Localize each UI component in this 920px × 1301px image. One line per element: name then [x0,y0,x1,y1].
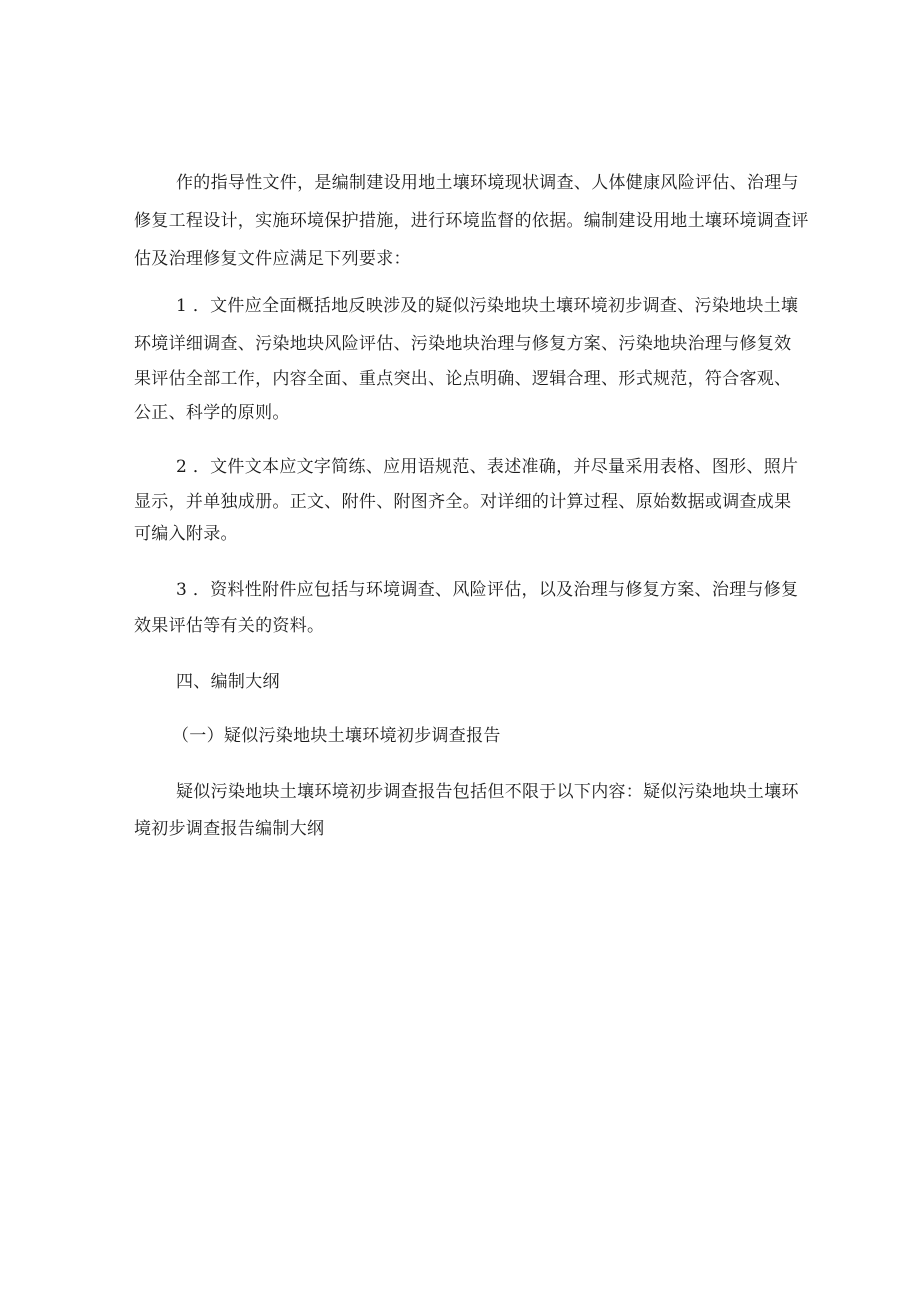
paragraph-3-line-2: 显示，并单独成册。正文、附件、附图齐全。对详细的计算过程、原始数据或调查成果 [134,492,792,512]
closing-paragraph-line-2: 境初步调查报告编制大纲 [134,819,325,839]
paragraph-2-line-1: 1 ．文件应全面概括地反映涉及的疑似污染地块土壤环境初步调查、污染地块土壤 [176,296,799,316]
paragraph-1-line-1: 作的指导性文件，是编制建设用地土壤环境现状调查、人体健康风险评估、治理与 [176,173,799,193]
paragraph-4-line-2: 效果评估等有关的资料。 [134,616,325,636]
section-heading: 四、编制大纲 [176,672,280,692]
paragraph-2-line-4: 公正、科学的原则。 [134,403,290,423]
paragraph-3-line-3: 可编入附录。 [134,524,238,544]
paragraph-2-line-3: 果评估全部工作，内容全面、重点突出、论点明确、逻辑合理、形式规范，符合客观、 [134,369,792,389]
closing-paragraph-line-1: 疑似污染地块土壤环境初步调查报告包括但不限于以下内容：疑似污染地块土壤环 [176,782,799,802]
subsection-heading: （一）疑似污染地块土壤环境初步调查报告 [172,726,501,746]
paragraph-1-line-2: 修复工程设计，实施环境保护措施，进行环境监督的依据。编制建设用地土壤环境调查评 [134,211,809,231]
paragraph-3-line-1: 2 ．文件文本应文字简练、应用语规范、表述准确，并尽量采用表格、图形、照片 [176,457,799,477]
paragraph-4-line-1: 3 ．资料性附件应包括与环境调查、风险评估，以及治理与修复方案、治理与修复 [176,580,799,600]
paragraph-1-line-3: 估及治理修复文件应满足下列要求： [134,249,411,269]
paragraph-2-line-2: 环境详细调查、污染地块风险评估、污染地块治理与修复方案、污染地块治理与修复效 [134,334,792,354]
